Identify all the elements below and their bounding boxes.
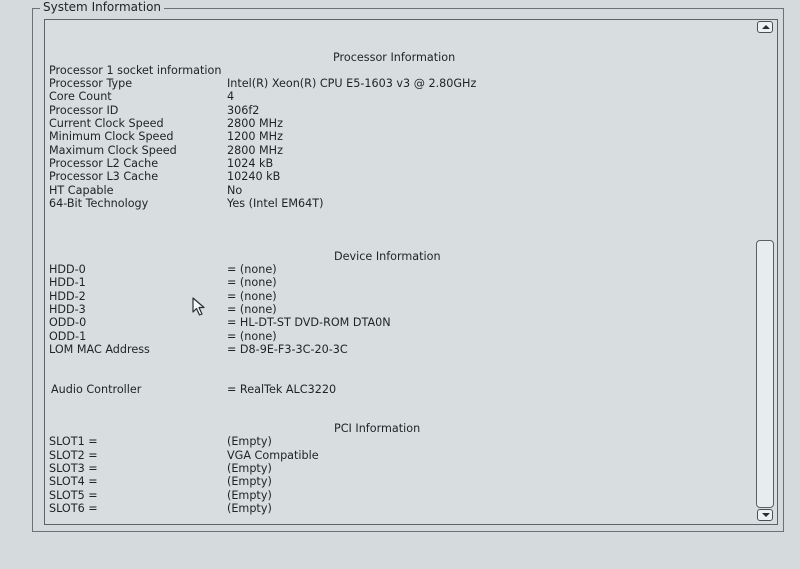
vertical-scrollbar[interactable] — [754, 19, 776, 524]
info-scroll-panel[interactable] — [44, 19, 778, 525]
row-label-processor-type: Processor Type — [49, 77, 133, 90]
row-value-slot3: (Empty) — [227, 462, 272, 475]
row-value-lom-mac: = D8-9E-F3-3C-20-3C — [227, 343, 348, 356]
row-label-processor-id: Processor ID — [49, 104, 119, 117]
device-heading: Device Information — [334, 250, 441, 263]
row-label-lom-mac: LOM MAC Address — [49, 343, 150, 356]
row-value-slot5: (Empty) — [227, 489, 272, 502]
row-value-l3-cache: 10240 kB — [227, 170, 281, 183]
row-value-maximum-clock: 2800 MHz — [227, 144, 283, 157]
scroll-down-button[interactable] — [757, 509, 773, 521]
row-value-hdd-0: = (none) — [227, 263, 277, 276]
scroll-up-button[interactable] — [757, 21, 773, 33]
row-label-slot4: SLOT4 = — [49, 475, 98, 488]
row-label-hdd-1: HDD-1 — [49, 276, 86, 289]
row-value-hdd-3: = (none) — [227, 303, 277, 316]
row-label-core-count: Core Count — [49, 90, 112, 103]
row-value-slot1: (Empty) — [227, 435, 272, 448]
row-label-ht-capable: HT Capable — [49, 184, 114, 197]
row-label-slot1: SLOT1 = — [49, 435, 98, 448]
row-label-hdd-3: HDD-3 — [49, 303, 86, 316]
row-label-maximum-clock: Maximum Clock Speed — [49, 144, 177, 157]
row-label-minimum-clock: Minimum Clock Speed — [49, 130, 174, 143]
row-label-slot3: SLOT3 = — [49, 462, 98, 475]
row-value-l2-cache: 1024 kB — [227, 157, 274, 170]
scroll-up-arrow-icon — [762, 25, 770, 29]
row-value-64bit-technology: Yes (Intel EM64T) — [227, 197, 324, 210]
row-value-odd-1: = (none) — [227, 330, 277, 343]
row-label-hdd-0: HDD-0 — [49, 263, 86, 276]
pci-heading: PCI Information — [334, 422, 421, 435]
row-label-hdd-2: HDD-2 — [49, 290, 86, 303]
row-value-ht-capable: No — [227, 184, 243, 197]
processor-subheading: Processor 1 socket information — [49, 64, 222, 77]
row-value-hdd-2: = (none) — [227, 290, 277, 303]
scrollbar-thumb[interactable] — [756, 240, 774, 508]
row-value-slot4: (Empty) — [227, 475, 272, 488]
row-value-slot2: VGA Compatible — [227, 449, 319, 462]
row-value-hdd-1: = (none) — [227, 276, 277, 289]
row-label-current-clock: Current Clock Speed — [49, 117, 164, 130]
row-label-odd-1: ODD-1 — [49, 330, 87, 343]
row-label-slot2: SLOT2 = — [49, 449, 98, 462]
row-label-slot5: SLOT5 = — [49, 489, 98, 502]
row-label-odd-0: ODD-0 — [49, 316, 87, 329]
row-label-l3-cache: Processor L3 Cache — [49, 170, 159, 183]
row-value-minimum-clock: 1200 MHz — [227, 130, 283, 143]
mouse-pointer-icon — [192, 297, 208, 317]
scroll-down-arrow-icon — [762, 513, 770, 517]
row-value-current-clock: 2800 MHz — [227, 117, 283, 130]
row-label-l2-cache: Processor L2 Cache — [49, 157, 159, 170]
row-value-processor-id: 306f2 — [227, 104, 260, 117]
row-value-slot6: (Empty) — [227, 502, 272, 515]
row-value-audio-controller: = RealTek ALC3220 — [227, 383, 337, 396]
row-value-core-count: 4 — [227, 90, 235, 103]
window-title: System Information — [40, 0, 164, 14]
row-value-processor-type: Intel(R) Xeon(R) CPU E5-1603 v3 @ 2.80GHz — [227, 77, 477, 90]
row-label-64bit-technology: 64-Bit Technology — [49, 197, 149, 210]
row-label-audio-controller: Audio Controller — [51, 383, 142, 396]
row-value-odd-0: = HL-DT-ST DVD-ROM DTA0N — [227, 316, 391, 329]
processor-heading: Processor Information — [333, 51, 456, 64]
row-label-slot6: SLOT6 = — [49, 502, 98, 515]
